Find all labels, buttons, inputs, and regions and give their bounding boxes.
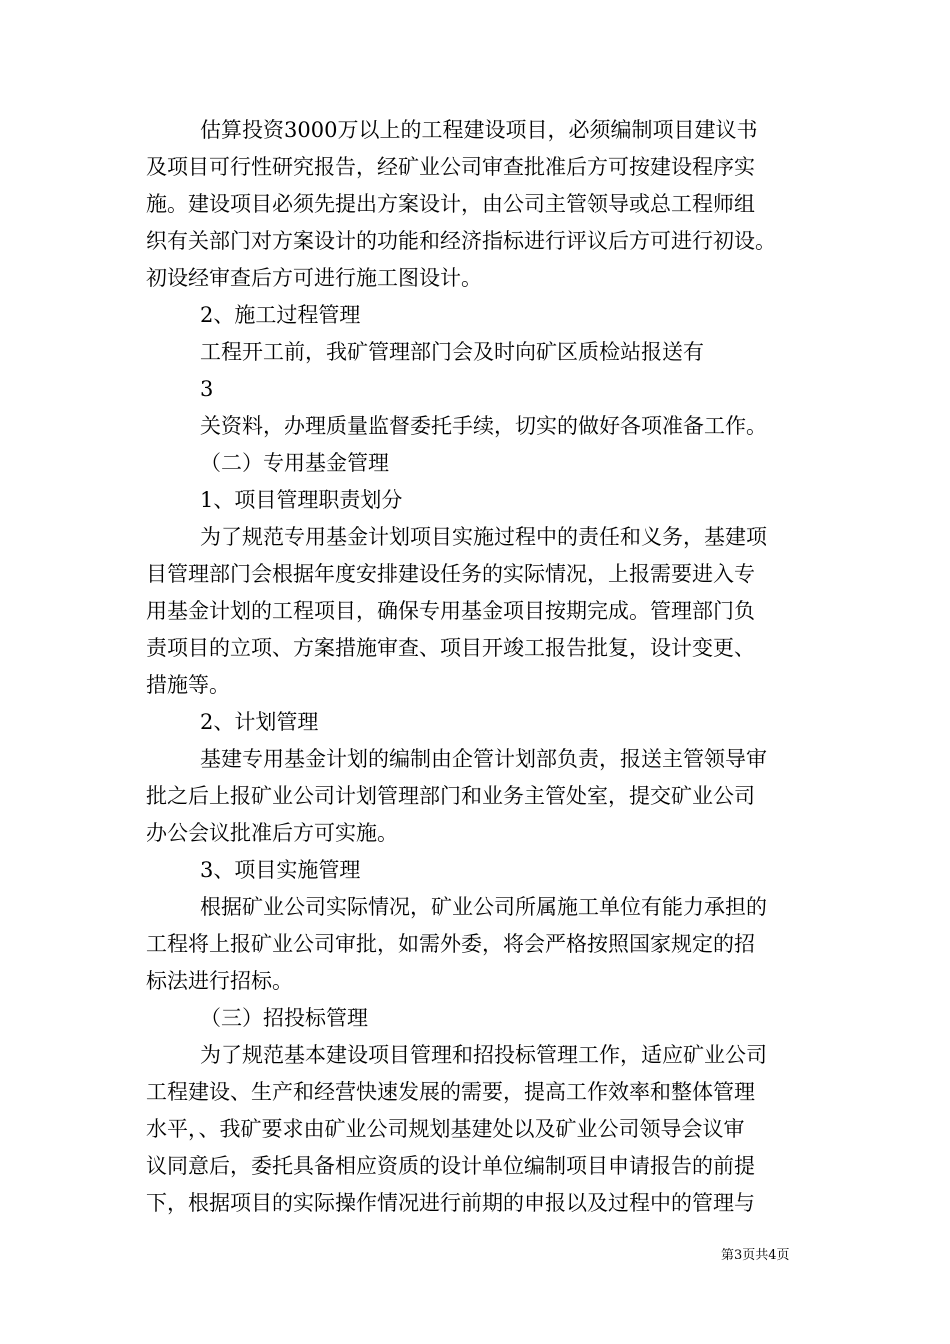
section-heading: 2、施工过程管理 [200, 303, 361, 327]
text-line: 目管理部门会根据年度安排建设任务的实际情况，上报需要进入专 [146, 562, 755, 586]
text-line: 办公会议批准后方可实施。 [146, 821, 398, 845]
text-line: 及项目可行性研究报告，经矿业公司审查批准后方可按建设程序实 [146, 155, 755, 179]
section-heading: （二）专用基金管理 [200, 451, 389, 475]
text-line: 议同意后，委托具备相应资质的设计单位编制项目申请报告的前提 [146, 1154, 755, 1178]
text-line: 织有关部门对方案设计的功能和经济指标进行评议后方可进行初设。 [146, 229, 776, 253]
section-heading: 2、计划管理 [200, 710, 319, 734]
text-line: 工程将上报矿业公司审批，如需外委，将会严格按照国家规定的招 [146, 932, 755, 956]
text-line: 估算投资3000万以上的工程建设项目，必须编制项目建议书 [200, 118, 758, 142]
text-line: 根据矿业公司实际情况，矿业公司所属施工单位有能力承担的 [200, 895, 767, 919]
text-line: 措施等。 [146, 673, 230, 697]
text-line: 工程建设、生产和经营快速发展的需要，提高工作效率和整体管理 [146, 1080, 755, 1104]
text-line: 工程开工前，我矿管理部门会及时向矿区质检站报送有 [200, 340, 704, 364]
text-line: 关资料，办理质量监督委托手续，切实的做好各项准备工作。 [200, 414, 767, 438]
section-heading: 1、项目管理职责划分 [200, 488, 403, 512]
text-line: 责项目的立项、方案措施审查、项目开竣工报告批复，设计变更、 [146, 636, 755, 660]
page-footer: 第3页共4页 [721, 1248, 790, 1263]
text-line: 水平，、我矿要求由矿业公司规划基建处以及矿业公司领导会议审 [146, 1117, 745, 1141]
text-line: 批之后上报矿业公司计划管理部门和业务主管处室，提交矿业公司 [146, 784, 755, 808]
section-heading: 3、项目实施管理 [200, 858, 361, 882]
text-line: 用基金计划的工程项目，确保专用基金项目按期完成。管理部门负 [146, 599, 755, 623]
section-heading: （三）招投标管理 [200, 1006, 368, 1030]
text-line: 为了规范专用基金计划项目实施过程中的责任和义务，基建项 [200, 525, 767, 549]
text-line: 下，根据项目的实际操作情况进行前期的申报以及过程中的管理与 [146, 1191, 755, 1215]
page-number-text: 3 [200, 377, 214, 401]
text-line: 初设经审查后方可进行施工图设计。 [146, 266, 482, 290]
text-line: 为了规范基本建设项目管理和招投标管理工作，适应矿业公司 [200, 1043, 767, 1067]
text-line: 基建专用基金计划的编制由企管计划部负责，报送主管领导审 [200, 747, 767, 771]
text-line: 标法进行招标。 [146, 969, 293, 993]
text-line: 施。建设项目必须先提出方案设计，由公司主管领导或总工程师组 [146, 192, 755, 216]
